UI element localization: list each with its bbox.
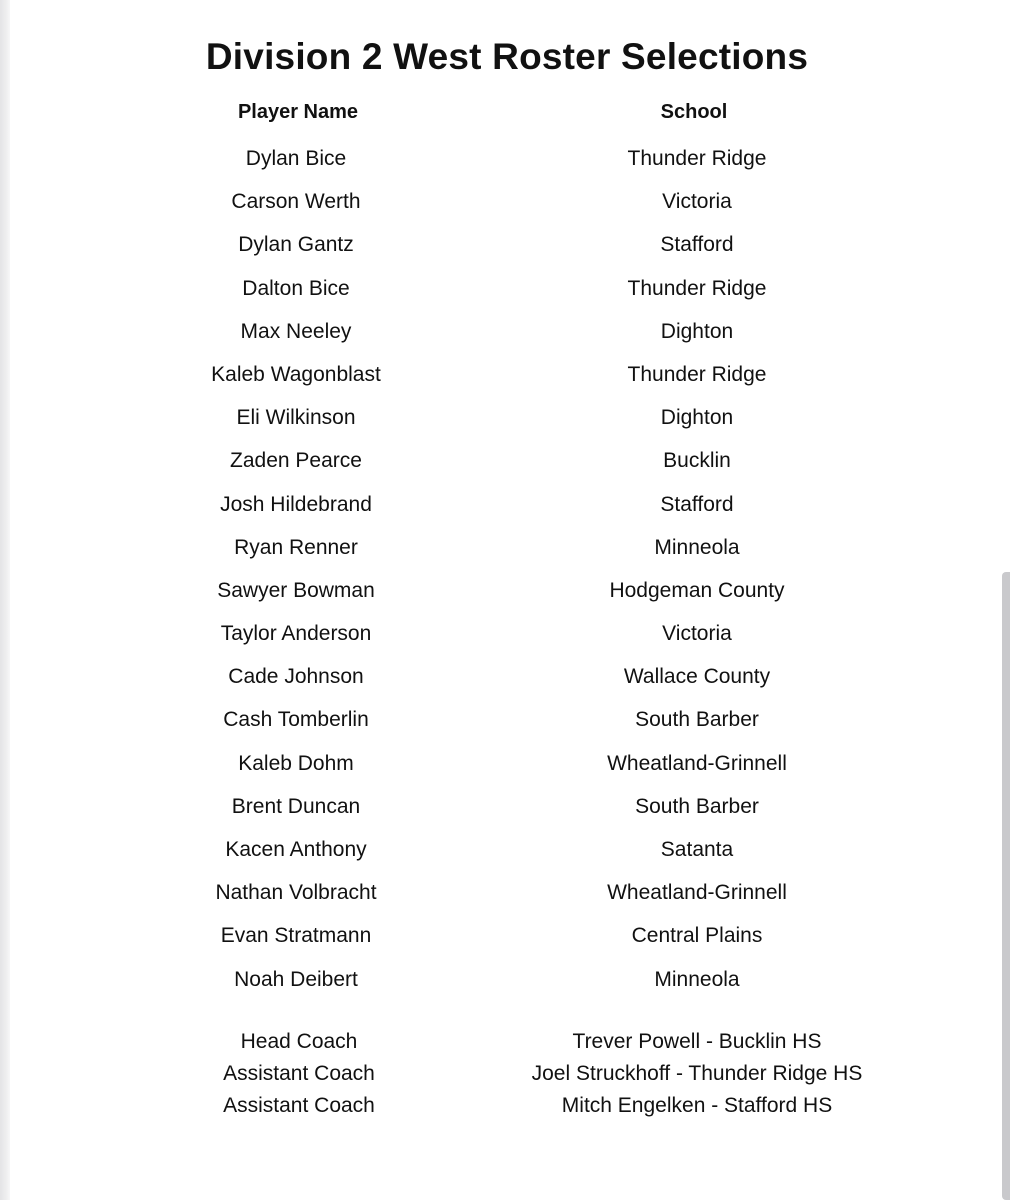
coach-role: Assistant Coach (223, 1093, 375, 1117)
player-school: Victoria (662, 622, 732, 646)
coach-name: Trever Powell - Bucklin HS (572, 1030, 822, 1053)
player-school: Hodgeman County (609, 578, 785, 602)
player-name: Noah Deibert (234, 967, 358, 991)
player-school: Bucklin (663, 449, 731, 473)
roster-row (0, 655, 1010, 698)
player-school: South Barber (635, 708, 759, 732)
roster-row (0, 180, 1010, 223)
player-name: Kacen Anthony (225, 838, 367, 861)
roster-row (0, 396, 1010, 439)
coaches-section (0, 1029, 1010, 1124)
roster-row (0, 439, 1010, 482)
player-name: Zaden Pearce (230, 449, 362, 473)
coach-role: Assistant Coach (223, 1061, 375, 1085)
player-name: Dylan Bice (245, 147, 347, 170)
player-school: Thunder Ridge (627, 362, 767, 386)
roster-row (0, 698, 1010, 741)
player-school: Central Plains (631, 924, 763, 948)
player-school: South Barber (635, 794, 759, 818)
roster-row (0, 267, 1010, 310)
roster-table (0, 137, 1010, 1001)
roster-row (0, 785, 1010, 828)
coach-name: Mitch Engelken - Stafford HS (561, 1093, 833, 1117)
player-name: Cash Tomberlin (223, 708, 369, 732)
roster-row (0, 828, 1010, 871)
player-school: Minneola (654, 967, 740, 991)
coach-row (0, 1061, 1010, 1093)
roster-row (0, 569, 1010, 612)
player-school: Minneola (654, 535, 740, 559)
player-school: Dighton (660, 319, 734, 343)
player-school: Wallace County (623, 665, 771, 689)
player-name: Brent Duncan (231, 794, 361, 818)
player-school: Victoria (662, 190, 732, 214)
coach-name: Joel Struckhoff - Thunder Ridge HS (531, 1061, 863, 1085)
player-name: Josh Hildebrand (220, 492, 372, 516)
player-name: Eli Wilkinson (236, 406, 356, 430)
roster-row (0, 223, 1010, 266)
player-school: Dighton (660, 406, 734, 430)
roster-row (0, 310, 1010, 353)
player-name: Ryan Renner (234, 535, 358, 559)
player-school: Wheatland-Grinnell (607, 751, 787, 775)
roster-row (0, 137, 1010, 180)
player-name: Dalton Bice (242, 276, 350, 300)
player-name: Evan Stratmann (220, 924, 372, 948)
player-name-header: Player Name (237, 101, 359, 123)
coach-role: Head Coach (240, 1030, 358, 1053)
roster-row (0, 526, 1010, 569)
player-name: Carson Werth (231, 190, 361, 214)
roster-row (0, 483, 1010, 526)
roster-row (0, 353, 1010, 396)
roster-row (0, 871, 1010, 914)
player-name: Kaleb Dohm (238, 751, 354, 775)
player-name: Nathan Volbracht (215, 881, 377, 905)
player-school: Thunder Ridge (627, 147, 767, 170)
page-title: Division 2 West Roster Selections (205, 36, 809, 77)
school-header: School (660, 101, 728, 123)
roster-row (0, 914, 1010, 957)
player-school: Wheatland-Grinnell (607, 881, 787, 905)
player-name: Taylor Anderson (220, 622, 372, 646)
player-school: Stafford (660, 492, 734, 516)
player-name: Cade Johnson (228, 665, 364, 689)
coach-row (0, 1093, 1010, 1125)
player-name: Kaleb Wagonblast (211, 362, 381, 386)
roster-row (0, 958, 1010, 1001)
player-name: Sawyer Bowman (217, 578, 375, 602)
coach-row (0, 1029, 1010, 1061)
roster-row (0, 612, 1010, 655)
roster-row (0, 742, 1010, 785)
player-name: Max Neeley (240, 319, 352, 343)
player-school: Stafford (660, 233, 734, 257)
player-name: Dylan Gantz (238, 233, 354, 257)
player-school: Satanta (660, 838, 734, 861)
player-school: Thunder Ridge (627, 276, 767, 300)
